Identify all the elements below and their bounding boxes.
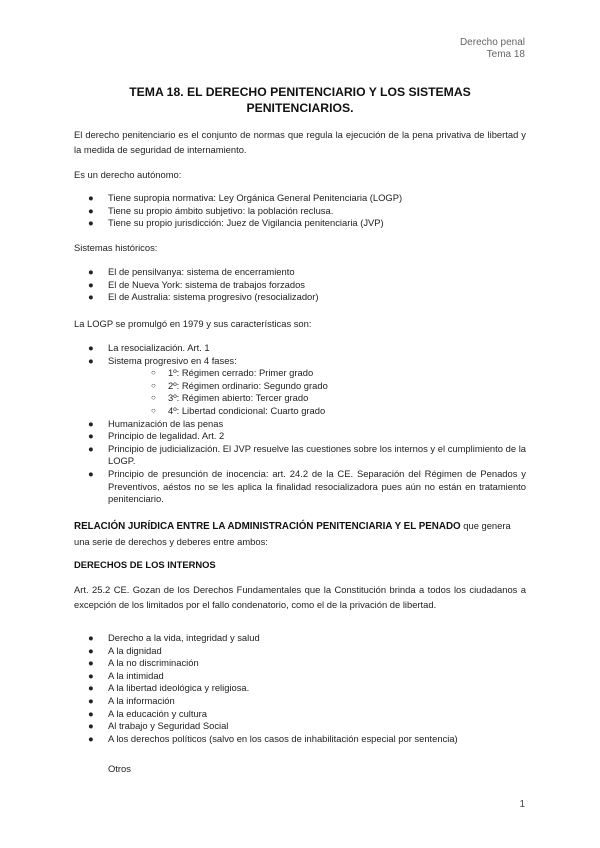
bullet-icon: ● — [88, 657, 94, 669]
bullet-icon: ● — [88, 632, 94, 643]
list-item: ● A la información — [88, 694, 175, 706]
bullet-icon: ● — [88, 354, 94, 366]
bullet-icon: ● — [88, 430, 94, 442]
bullet-icon: ● — [88, 342, 94, 353]
logp-list — [74, 342, 526, 506]
derechos-heading: DERECHOS DE LOS INTERNOS — [74, 559, 216, 570]
list-item: ● Sistema progresivo en 4 fases: ○ 1º: Régimen cerrado: Primer grado ○ 2º: Régimen ordinario: Segundo grado ○ 3º: Régimen abierto: Tercer grado ○ 4º: Libertad condicional: Cuarto grado — [74, 355, 526, 418]
list-item: ● Humanización de las penas — [88, 417, 224, 429]
list-item: ● Principio de presunción de inocencia: art. 24.2 de la CE. Separación del Régimen de Penados y Preventivos, aéstos no se les aplica la finalidad resocializadora pues aún no están en tratamiento penitenciario. — [88, 467, 526, 505]
grados-sublist — [108, 367, 526, 417]
list-item: ● El de Australia: sistema progresivo (resocializador) — [88, 291, 319, 303]
list-item: ● El de Nueva York: sistema de trabajos forzados — [88, 278, 305, 290]
intro-paragraph: El derecho penitenciario es el conjunto de normas que regula la ejecución de la pena privativa de libertad y la medida de seguridad de internamiento. — [74, 129, 526, 155]
relacion-paragraph — [74, 518, 526, 549]
list-item: ● Principio de judicialización. El JVP resuelve las cuestiones sobre los internos y el cumplimiento de la LOGP. — [88, 442, 526, 467]
derechos-list — [74, 632, 526, 745]
circle-bullet-icon: ○ — [151, 393, 156, 403]
list-item: ● A la educación y cultura — [88, 707, 208, 719]
document-title: TEMA 18. EL DERECHO PENITENCIARIO Y LOS SISTEMAS PENITENCIARIOS. — [129, 85, 471, 115]
page-number: 1 — [519, 799, 525, 810]
list-item: ● Tiene su propio ámbito subjetivo: la población reclusa. — [88, 204, 334, 216]
sub-list-item: ○ 4º: Libertad condicional: Cuarto grado — [151, 404, 326, 416]
sub-list-item: ○ 3º: Régimen abierto: Tercer grado — [151, 392, 309, 404]
header-subject: Derecho penal — [459, 37, 525, 48]
derechos-intro: Art. 25.2 CE. Gozan de los Derechos Fundamentales que la Constitución brinda a todos los ciudadanos a excepción de los limitados por el fallo condenatorio, como el de la privación de libertad. — [74, 584, 526, 610]
page-header — [460, 37, 525, 61]
bullet-icon: ● — [88, 644, 94, 656]
bullet-icon: ● — [88, 291, 94, 303]
relacion-heading: RELACIÓN JURÍDICA ENTRE LA ADMINISTRACIÓN PENITENCIARIA Y EL PENADO — [74, 521, 461, 532]
autonomo-list — [74, 192, 526, 230]
autonomo-label: Es un derecho autónomo: — [74, 169, 182, 180]
bullet-icon: ● — [88, 192, 94, 203]
otros-text: Otros — [108, 763, 131, 774]
bullet-icon: ● — [88, 442, 94, 454]
list-item: ● El de pensilvanya: sistema de encerramiento — [88, 266, 295, 277]
bullet-icon: ● — [88, 669, 94, 681]
bullet-icon: ● — [88, 417, 94, 429]
header-topic: Tema 18 — [486, 49, 525, 60]
list-item: ● A la libertad ideológica y religiosa. — [88, 682, 250, 694]
bullet-icon: ● — [88, 278, 94, 290]
bullet-icon: ● — [88, 204, 94, 216]
list-item: ● Tiene supropia normativa: Ley Orgánica General Penitenciaria (LOGP) — [88, 192, 403, 203]
list-item: ● Tiene su propio jurisdicción: Juez de Vigilancia penitenciaria (JVP) — [88, 217, 384, 229]
bullet-icon: ● — [88, 732, 94, 744]
bullet-icon: ● — [88, 467, 94, 479]
bullet-icon: ● — [88, 694, 94, 706]
sistemas-list — [74, 266, 526, 304]
bullet-icon: ● — [88, 682, 94, 694]
bullet-icon: ● — [88, 266, 94, 277]
list-item: ● Al trabajo y Seguridad Social — [88, 720, 229, 732]
bullet-icon: ● — [88, 217, 94, 229]
circle-bullet-icon: ○ — [151, 380, 156, 390]
logp-label: La LOGP se promulgó en 1979 y sus características son: — [74, 318, 312, 329]
list-item: ● A los derechos políticos (salvo en los casos de inhabilitación especial por sentencia) — [88, 732, 458, 744]
list-item: ● Derecho a la vida, integridad y salud — [88, 632, 260, 643]
list-item: ● Principio de legalidad. Art. 2 — [88, 430, 225, 442]
bullet-icon: ● — [88, 707, 94, 719]
sub-list-item: ○ 1º: Régimen cerrado: Primer grado — [151, 367, 314, 379]
sub-list-item: ○ 2º: Régimen ordinario: Segundo grado — [151, 379, 328, 391]
list-item: ● A la dignidad — [88, 644, 162, 656]
list-item: ● La resocialización. Art. 1 — [88, 342, 210, 353]
sistemas-label: Sistemas históricos: — [74, 242, 158, 253]
bullet-icon: ● — [88, 720, 94, 732]
list-item: ● A la no discriminación — [88, 657, 199, 669]
circle-bullet-icon: ○ — [151, 368, 156, 378]
relacion-text: que genera una serie de derechos y deberes entre ambos: — [74, 520, 511, 547]
list-item: ● A la intimidad — [88, 669, 164, 681]
circle-bullet-icon: ○ — [151, 405, 156, 415]
